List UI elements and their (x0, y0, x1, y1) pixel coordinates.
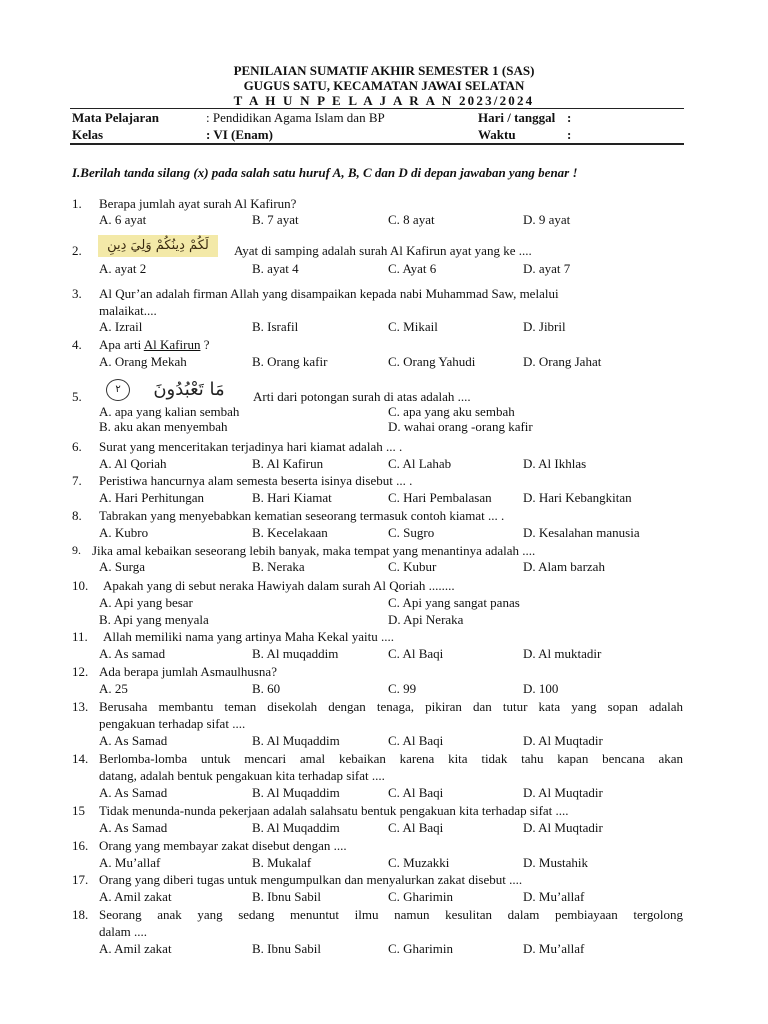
option-c: C. Al Baqi (388, 820, 444, 835)
option-d: D. Orang Jahat (523, 354, 602, 369)
option-b: B. Al Muqaddim (252, 785, 340, 800)
time-colon: : (567, 127, 572, 142)
question-text: Jika amal kebaikan seseorang lebih banyak, maka tempat yang menantinya adalah .... (92, 543, 536, 558)
question-text: Al Qur’an adalah firman Allah yang disampaikan kepada nabi Muhammad Saw, melalui (99, 286, 559, 301)
question-number: 2. (72, 243, 82, 258)
option-c: C. apa yang aku sembah (388, 404, 515, 419)
option-a: A. As Samad (99, 785, 168, 800)
option-b: B. Al Kafirun (252, 456, 324, 471)
header-rule-top (70, 108, 684, 109)
option-d: D. Mu’allaf (523, 941, 585, 956)
instruction: I.Berilah tanda silang (x) pada salah satu huruf A, B, C dan D di depan jawaban yang benar ! (72, 165, 578, 180)
option-a: A. As Samad (99, 820, 168, 835)
arabic-verse-image (100, 376, 245, 404)
option-d: D. 100 (523, 681, 559, 696)
exam-cluster: GUGUS SATU, KECAMATAN JAWAI SELATAN (243, 78, 525, 93)
option-c: C. Kubur (388, 559, 437, 574)
question-text-pre: Apa arti (99, 337, 144, 352)
question-number: 7. (72, 473, 82, 488)
option-c: C. Hari Pembalasan (388, 490, 492, 505)
option-d: D. Mustahik (523, 855, 588, 870)
option-b: B. Al Muqaddim (252, 820, 340, 835)
question-text: Tidak menunda-nunda pekerjaan adalah salahsatu bentuk pengakuan kita terhadap sifat .... (99, 803, 569, 818)
option-c: C. Api yang sangat panas (388, 595, 520, 610)
option-a: A. As Samad (99, 733, 168, 748)
question-text: Tabrakan yang menyebabkan kematian seseorang termasuk contoh kiamat ... . (99, 508, 505, 523)
question-number: 6. (72, 439, 82, 454)
question-number: 17. (72, 872, 89, 887)
arabic-verse-text: لَكُمْ دِينُكُمْ وَلِيَ دِينِ (107, 238, 209, 253)
option-a: A. Orang Mekah (99, 354, 187, 369)
option-c: C. 99 (388, 681, 417, 696)
option-d: D. Api Neraka (388, 612, 464, 627)
option-d: D. Hari Kebangkitan (523, 490, 632, 505)
option-b: B. Al Muqaddim (252, 733, 340, 748)
date-colon: : (567, 110, 572, 125)
question-text: Arti dari potongan surah di atas adalah .... (253, 389, 471, 404)
option-c: C. Al Baqi (388, 785, 444, 800)
option-b: B. Api yang menyala (99, 612, 209, 627)
question-number: 9. (72, 543, 81, 557)
option-a: A. apa yang kalian sembah (99, 404, 240, 419)
option-c: C. Muzakki (388, 855, 450, 870)
option-a: A. Hari Perhitungan (99, 490, 205, 505)
option-b: B. Ibnu Sabil (252, 941, 321, 956)
question-number: 11. (72, 629, 88, 644)
option-b: B. Israfil (252, 319, 299, 334)
option-b: B. Neraka (252, 559, 305, 574)
option-b: B. aku akan menyembah (99, 419, 228, 434)
exam-title: PENILAIAN SUMATIF AKHIR SEMESTER 1 (SAS) (233, 63, 535, 78)
option-b: B. Hari Kiamat (252, 490, 332, 505)
subject-label: Mata Pelajaran (72, 110, 160, 125)
question-text-continued: malaikat.... (99, 303, 157, 318)
question-text-continued: dalam .... (99, 924, 148, 939)
class-label: Kelas (72, 127, 104, 142)
option-c: C. Ayat 6 (388, 261, 437, 276)
option-a: A. Surga (99, 559, 145, 574)
option-d: D. Al Ikhlas (523, 456, 587, 471)
question-number: 12. (72, 664, 89, 679)
option-b: B. 7 ayat (252, 212, 299, 227)
question-number: 4. (72, 337, 82, 352)
option-a: A. ayat 2 (99, 261, 147, 276)
option-a: A. Amil zakat (99, 941, 172, 956)
option-c: C. Gharimin (388, 941, 453, 956)
question-text-continued: pengakuan terhadap sifat .... (99, 716, 246, 731)
option-b: B. Mukalaf (252, 855, 312, 870)
arabic-verse-image (98, 235, 218, 257)
option-d: D. Al Muqtadir (523, 820, 603, 835)
question-number: 5. (72, 389, 82, 404)
option-d: D. Jibril (523, 319, 566, 334)
class-value: : VI (Enam) (206, 127, 273, 142)
option-d: D. Al Muqtadir (523, 785, 603, 800)
question-text: Allah memiliki nama yang artinya Maha Kekal yaitu .... (103, 629, 394, 644)
option-a: A. 6 ayat (99, 212, 147, 227)
question-text (99, 337, 209, 352)
option-a: A. Amil zakat (99, 889, 172, 904)
question-number: 16. (72, 838, 89, 853)
option-a: A. 25 (99, 681, 128, 696)
question-number: 3. (72, 286, 82, 301)
option-b: B. 60 (252, 681, 281, 696)
question-text: Seorang anak yang sedang menuntut ilmu namun kesulitan dalam pembiayaan tergolong (99, 907, 683, 922)
option-a: A. Kubro (99, 525, 149, 540)
option-c: C. Gharimin (388, 889, 453, 904)
option-a: A. As samad (99, 646, 166, 661)
subject-value: : Pendidikan Agama Islam dan BP (206, 110, 385, 125)
option-b: B. ayat 4 (252, 261, 299, 276)
option-c: C. Al Baqi (388, 733, 444, 748)
verse-number-ornament: ٢ (106, 379, 130, 401)
question-text: Surat yang menceritakan terjadinya hari kiamat adalah ... . (99, 439, 403, 454)
question-text: Ada berapa jumlah Asmaulhusna? (99, 664, 277, 679)
option-c: C. Al Lahab (388, 456, 452, 471)
option-d: D. 9 ayat (523, 212, 571, 227)
question-text: Ayat di samping adalah surah Al Kafirun ayat yang ke .... (234, 243, 532, 258)
option-c: C. 8 ayat (388, 212, 435, 227)
question-text-post: ? (200, 337, 210, 352)
question-text: Peristiwa hancurnya alam semesta beserta isinya disebut ... . (99, 473, 413, 488)
question-number: 18. (72, 907, 89, 922)
option-d: D. Al muktadir (523, 646, 602, 661)
question-number: 13. (72, 699, 89, 714)
option-a: A. Api yang besar (99, 595, 193, 610)
option-d: D. ayat 7 (523, 261, 571, 276)
option-d: D. Alam barzah (523, 559, 605, 574)
question-number: 14. (72, 751, 89, 766)
question-number: 8. (72, 508, 82, 523)
option-d: D. Kesalahan manusia (523, 525, 640, 540)
arabic-verse-text: مَا تَعْبُدُونَ (153, 379, 225, 400)
option-b: B. Kecelakaan (252, 525, 328, 540)
question-text: Berusaha membantu teman disekolah dengan tenaga, pikiran dan tutur kata yang sopan adalah (99, 699, 683, 714)
option-a: A. Izrail (99, 319, 143, 334)
question-text: Orang yang diberi tugas untuk mengumpulkan dan menyalurkan zakat disebut .... (99, 872, 523, 887)
option-a: A. Mu’allaf (99, 855, 161, 870)
question-number: 15 (72, 803, 85, 818)
exam-year: T A H U N P E L A J A R A N 2023/2024 (233, 93, 535, 108)
question-text: Apakah yang di sebut neraka Hawiyah dalam surah Al Qoriah ........ (103, 578, 455, 593)
question-text: Orang yang membayar zakat disebut dengan .... (99, 838, 347, 853)
question-text: Berlomba-lomba untuk mencari amal kebaikan karena kita tidak tahu kapan bencana akan (99, 751, 683, 766)
question-underlined-term: Al Kafirun (143, 337, 201, 352)
question-number: 10. (72, 578, 89, 593)
question-text: Berapa jumlah ayat surah Al Kafirun? (99, 196, 297, 211)
date-label: Hari / tanggal (478, 110, 556, 125)
header-rule-bottom (70, 143, 684, 145)
option-a: A. Al Qoriah (99, 456, 167, 471)
question-number: 1. (72, 196, 82, 211)
option-c: C. Sugro (388, 525, 435, 540)
option-b: B. Ibnu Sabil (252, 889, 321, 904)
option-d: D. Mu’allaf (523, 889, 585, 904)
option-c: C. Mikail (388, 319, 438, 334)
option-b: B. Al muqaddim (252, 646, 339, 661)
option-d: D. Al Muqtadir (523, 733, 603, 748)
question-text-continued: datang, adalah bentuk pengakuan kita terhadap sifat .... (99, 768, 385, 783)
option-d: D. wahai orang -orang kafir (388, 419, 533, 434)
option-c: C. Orang Yahudi (388, 354, 476, 369)
time-label: Waktu (478, 127, 516, 142)
option-c: C. Al Baqi (388, 646, 444, 661)
option-b: B. Orang kafir (252, 354, 328, 369)
